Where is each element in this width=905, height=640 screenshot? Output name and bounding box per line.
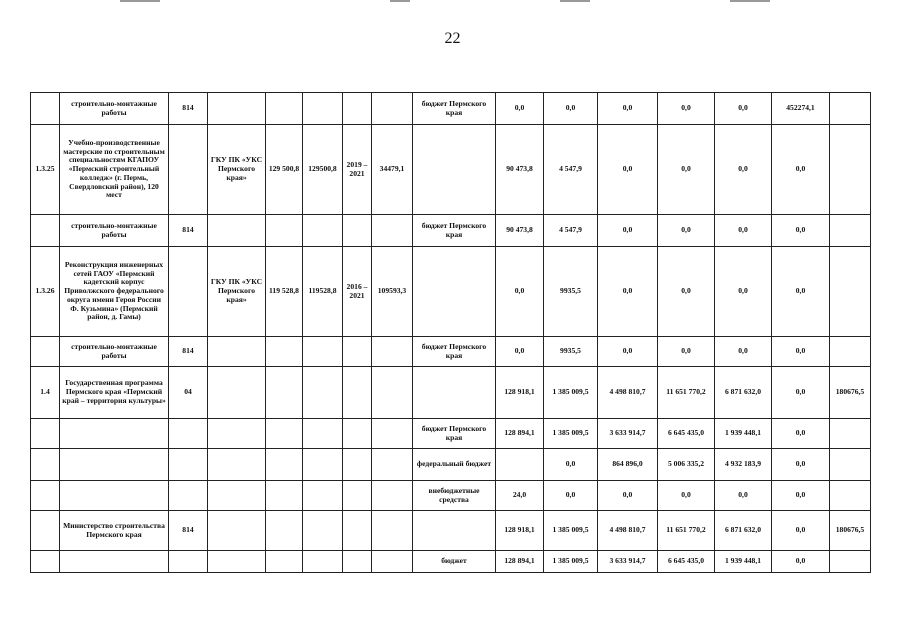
cell-v6: 0,0	[772, 247, 830, 337]
cell-v1: 0,0	[496, 93, 544, 125]
cell-v4: 5 006 335,2	[658, 449, 715, 481]
cell-v6: 0,0	[772, 215, 830, 247]
cell-v1: 128 918,1	[496, 367, 544, 419]
cell-estimate	[303, 419, 343, 449]
table-row	[31, 247, 871, 337]
cell-customer	[208, 367, 266, 419]
cell-v7	[830, 337, 871, 367]
cell-v7	[830, 551, 871, 573]
cell-source: бюджет Пермского края	[413, 419, 496, 449]
cell-v3: 3 633 914,7	[598, 419, 658, 449]
cell-v3: 0,0	[598, 215, 658, 247]
cell-source: бюджет Пермского края	[413, 93, 496, 125]
cell-grbs: 814	[169, 511, 208, 551]
cell-v2: 0,0	[544, 93, 598, 125]
cell-no: 1.3.25	[31, 125, 60, 215]
cell-name: Учебно-производственные мастерские по строительным специальностям КГАПОУ «Пермский строительный колледж» (г. Пермь, Свердловский район), 120 мест	[60, 125, 169, 215]
top-rule-left	[120, 0, 160, 2]
cell-v4: 0,0	[658, 125, 715, 215]
cell-v7	[830, 247, 871, 337]
cell-no	[31, 551, 60, 573]
cell-source	[413, 367, 496, 419]
top-rule-mid-2	[560, 0, 590, 2]
cell-no	[31, 511, 60, 551]
cell-v1: 24,0	[496, 481, 544, 511]
cell-v6: 0,0	[772, 337, 830, 367]
cell-period	[343, 551, 372, 573]
cell-estimate: 129500,8	[303, 125, 343, 215]
table-row	[31, 449, 871, 481]
cell-customer	[208, 93, 266, 125]
cell-cost	[266, 419, 303, 449]
cell-v2: 0,0	[544, 449, 598, 481]
cell-v1: 128 894,1	[496, 551, 544, 573]
cell-estimate	[303, 449, 343, 481]
cell-v1: 128 918,1	[496, 511, 544, 551]
cell-v7	[830, 125, 871, 215]
table-row	[31, 125, 871, 215]
cell-grbs: 814	[169, 93, 208, 125]
cell-name: Государственная программа Пермского края «Пермский край – территория культуры»	[60, 367, 169, 419]
cell-v5: 1 939 448,1	[715, 551, 772, 573]
cell-v6: 452274,1	[772, 93, 830, 125]
cell-source: бюджет	[413, 551, 496, 573]
cell-cost	[266, 337, 303, 367]
cell-name: строительно-монтажные работы	[60, 337, 169, 367]
cell-no	[31, 93, 60, 125]
cell-v5: 6 871 632,0	[715, 511, 772, 551]
cell-balance	[372, 551, 413, 573]
cell-v7	[830, 419, 871, 449]
cell-customer	[208, 419, 266, 449]
cell-grbs	[169, 449, 208, 481]
page-number: 22	[444, 30, 461, 47]
cell-v3: 3 633 914,7	[598, 551, 658, 573]
cell-customer: ГКУ ПК «УКС Пермского края»	[208, 247, 266, 337]
cell-period	[343, 511, 372, 551]
cell-v2: 9935,5	[544, 247, 598, 337]
cell-customer	[208, 449, 266, 481]
cell-v4: 0,0	[658, 93, 715, 125]
cell-v7	[830, 215, 871, 247]
cell-v6: 0,0	[772, 511, 830, 551]
cell-v2: 9935,5	[544, 337, 598, 367]
cell-v2: 4 547,9	[544, 215, 598, 247]
cell-balance	[372, 511, 413, 551]
cell-balance	[372, 93, 413, 125]
cell-customer	[208, 551, 266, 573]
cell-period	[343, 215, 372, 247]
cell-v4: 11 651 770,2	[658, 511, 715, 551]
cell-no	[31, 419, 60, 449]
cell-estimate	[303, 551, 343, 573]
cell-v3: 0,0	[598, 481, 658, 511]
cell-grbs: 04	[169, 367, 208, 419]
cell-estimate: 119528,8	[303, 247, 343, 337]
table-row	[31, 215, 871, 247]
cell-grbs	[169, 481, 208, 511]
cell-v3: 0,0	[598, 125, 658, 215]
table-row	[31, 367, 871, 419]
cell-name: Реконструкция инженерных сетей ГАОУ «Пермский кадетский корпус Приволжского федерального округа имени Героя России Ф. Кузьмина» (Пермский район, д. Гамы)	[60, 247, 169, 337]
cell-v3: 4 498 810,7	[598, 367, 658, 419]
cell-customer: ГКУ ПК «УКС Пермского края»	[208, 125, 266, 215]
cell-cost: 129 500,8	[266, 125, 303, 215]
cell-balance: 34479,1	[372, 125, 413, 215]
cell-name: строительно-монтажные работы	[60, 215, 169, 247]
cell-balance: 109593,3	[372, 247, 413, 337]
cell-balance	[372, 367, 413, 419]
cell-v3: 4 498 810,7	[598, 511, 658, 551]
cell-name: строительно-монтажные работы	[60, 93, 169, 125]
cell-v2: 1 385 009,5	[544, 551, 598, 573]
table-row	[31, 481, 871, 511]
cell-v5: 0,0	[715, 337, 772, 367]
cell-no	[31, 337, 60, 367]
cell-v1: 0,0	[496, 247, 544, 337]
cell-no: 1.3.26	[31, 247, 60, 337]
cell-source: федеральный бюджет	[413, 449, 496, 481]
cell-customer	[208, 511, 266, 551]
cell-source: бюджет Пермского края	[413, 337, 496, 367]
cell-period	[343, 419, 372, 449]
cell-no	[31, 449, 60, 481]
budget-table	[30, 92, 871, 573]
cell-v1: 90 473,8	[496, 125, 544, 215]
cell-estimate	[303, 511, 343, 551]
cell-customer	[208, 481, 266, 511]
cell-name	[60, 481, 169, 511]
cell-grbs	[169, 419, 208, 449]
cell-balance	[372, 419, 413, 449]
cell-v2: 4 547,9	[544, 125, 598, 215]
cell-estimate	[303, 215, 343, 247]
cell-estimate	[303, 367, 343, 419]
cell-v7: 180676,5	[830, 511, 871, 551]
cell-customer	[208, 215, 266, 247]
cell-v1	[496, 449, 544, 481]
cell-v5: 0,0	[715, 481, 772, 511]
cell-grbs: 814	[169, 215, 208, 247]
cell-v6: 0,0	[772, 481, 830, 511]
cell-period	[343, 449, 372, 481]
cell-cost	[266, 551, 303, 573]
cell-v7	[830, 93, 871, 125]
cell-estimate	[303, 337, 343, 367]
table-row	[31, 419, 871, 449]
cell-estimate	[303, 93, 343, 125]
cell-grbs	[169, 125, 208, 215]
cell-v2: 0,0	[544, 481, 598, 511]
cell-v1: 90 473,8	[496, 215, 544, 247]
cell-name	[60, 449, 169, 481]
cell-cost	[266, 367, 303, 419]
top-rule-right	[730, 0, 770, 2]
cell-v4: 11 651 770,2	[658, 367, 715, 419]
cell-estimate	[303, 481, 343, 511]
cell-source	[413, 247, 496, 337]
cell-period: 2019 – 2021	[343, 125, 372, 215]
table-row	[31, 337, 871, 367]
cell-period	[343, 337, 372, 367]
cell-cost	[266, 511, 303, 551]
cell-v6: 0,0	[772, 367, 830, 419]
cell-v3: 0,0	[598, 247, 658, 337]
cell-v4: 6 645 435,0	[658, 419, 715, 449]
cell-v7: 180676,5	[830, 367, 871, 419]
cell-no	[31, 481, 60, 511]
cell-no	[31, 215, 60, 247]
cell-v6: 0,0	[772, 419, 830, 449]
cell-v2: 1 385 009,5	[544, 367, 598, 419]
cell-v1: 0,0	[496, 337, 544, 367]
cell-cost: 119 528,8	[266, 247, 303, 337]
cell-cost	[266, 481, 303, 511]
cell-name	[60, 551, 169, 573]
cell-source: бюджет Пермского края	[413, 215, 496, 247]
cell-v6: 0,0	[772, 551, 830, 573]
cell-source	[413, 511, 496, 551]
cell-v3: 0,0	[598, 93, 658, 125]
cell-v4: 0,0	[658, 215, 715, 247]
cell-source	[413, 125, 496, 215]
cell-period	[343, 481, 372, 511]
cell-grbs: 814	[169, 337, 208, 367]
cell-v7	[830, 449, 871, 481]
cell-v1: 128 894,1	[496, 419, 544, 449]
cell-customer	[208, 337, 266, 367]
cell-v4: 6 645 435,0	[658, 551, 715, 573]
table-row	[31, 551, 871, 573]
cell-v4: 0,0	[658, 337, 715, 367]
cell-grbs	[169, 551, 208, 573]
table-row	[31, 93, 871, 125]
top-rule-mid	[390, 0, 410, 2]
cell-balance	[372, 449, 413, 481]
cell-balance	[372, 481, 413, 511]
cell-period: 2016 – 2021	[343, 247, 372, 337]
cell-name: Министерство строительства Пермского края	[60, 511, 169, 551]
cell-cost	[266, 215, 303, 247]
cell-grbs	[169, 247, 208, 337]
cell-v7	[830, 481, 871, 511]
cell-v5: 0,0	[715, 125, 772, 215]
cell-v6: 0,0	[772, 449, 830, 481]
cell-v5: 1 939 448,1	[715, 419, 772, 449]
cell-v5: 0,0	[715, 247, 772, 337]
cell-v5: 0,0	[715, 93, 772, 125]
cell-v2: 1 385 009,5	[544, 419, 598, 449]
cell-v5: 4 932 183,9	[715, 449, 772, 481]
cell-cost	[266, 449, 303, 481]
cell-period	[343, 93, 372, 125]
cell-v4: 0,0	[658, 247, 715, 337]
cell-balance	[372, 337, 413, 367]
cell-no: 1.4	[31, 367, 60, 419]
cell-source: внебюджетные средства	[413, 481, 496, 511]
cell-v2: 1 385 009,5	[544, 511, 598, 551]
cell-balance	[372, 215, 413, 247]
table-row	[31, 511, 871, 551]
cell-v4: 0,0	[658, 481, 715, 511]
cell-v3: 0,0	[598, 337, 658, 367]
cell-v6: 0,0	[772, 125, 830, 215]
cell-period	[343, 367, 372, 419]
cell-v3: 864 896,0	[598, 449, 658, 481]
cell-name	[60, 419, 169, 449]
cell-cost	[266, 93, 303, 125]
cell-v5: 6 871 632,0	[715, 367, 772, 419]
cell-v5: 0,0	[715, 215, 772, 247]
